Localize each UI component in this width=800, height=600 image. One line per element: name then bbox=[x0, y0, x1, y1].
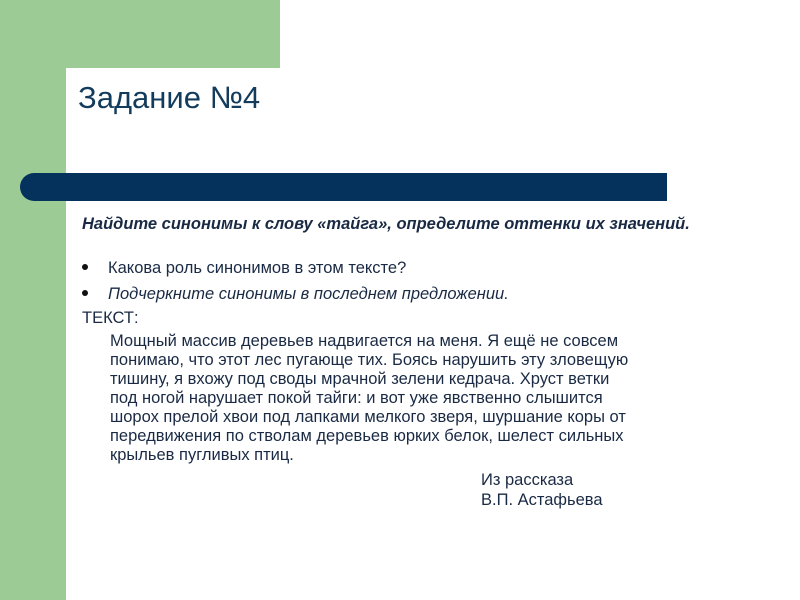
passage-line: Мощный массив деревьев надвигается на меня. Я ещё не совсем bbox=[110, 332, 619, 350]
slide-title: Задание №4 bbox=[78, 80, 261, 115]
passage-line: тишину, я вхожу под своды мрачной зелени кедрача. Хруст ветки bbox=[110, 370, 610, 388]
bullet-item bbox=[82, 258, 406, 278]
bullet-dot-icon bbox=[82, 290, 88, 296]
passage-line: шорох прелой хвои под лапками мелкого зверя, шуршание коры от bbox=[110, 408, 626, 426]
bullet-dot-icon bbox=[82, 264, 88, 270]
question-main: Найдите синонимы к слову «тайга», определите оттенки их значений. bbox=[82, 215, 690, 233]
source-attribution bbox=[481, 470, 603, 510]
passage-text bbox=[110, 332, 750, 465]
passage-line: понимаю, что этот лес пугающе тих. Боясь нарушить эту зловещую bbox=[110, 351, 629, 369]
passage-line: под ногой нарушает покой тайги: и вот уже явственно слышится bbox=[110, 389, 603, 407]
bullet-text: Какова роль синонимов в этом тексте? bbox=[108, 259, 407, 277]
source-line: В.П. Астафьева bbox=[481, 491, 603, 509]
text-label: ТЕКСТ: bbox=[82, 309, 139, 327]
bullet-item bbox=[82, 284, 509, 304]
passage-line: передвижения по стволам деревьев юрких белок, шелест сильных bbox=[110, 427, 624, 445]
title-divider-bar bbox=[20, 173, 667, 201]
passage-line: крыльев пугливых птиц. bbox=[110, 446, 294, 464]
source-line: Из рассказа bbox=[481, 471, 574, 489]
bullet-text: Подчеркните синонимы в последнем предложении. bbox=[108, 285, 509, 303]
